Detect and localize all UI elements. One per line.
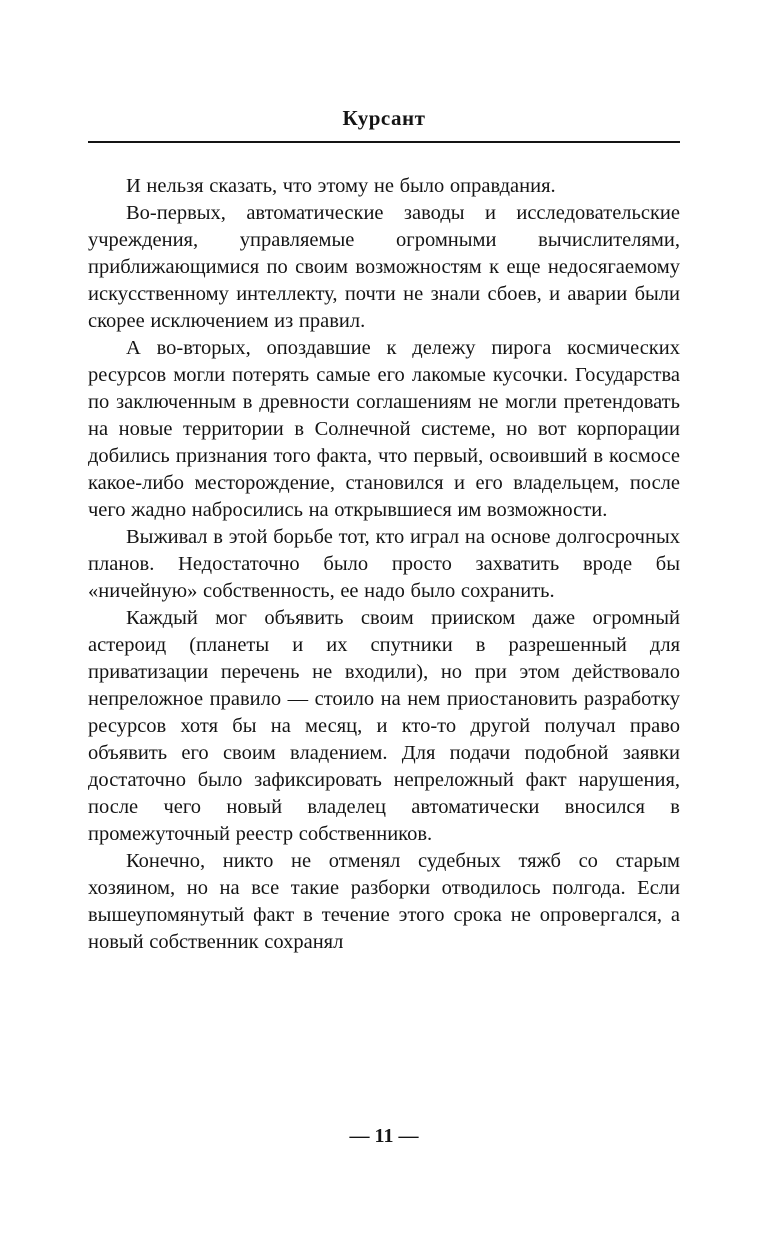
paragraph: А во-вторых, опоздавшие к дележу пирога космических ресурсов могли потерять самые его лакомые кусочки. Государства по заключенным в древности соглашениям не могли претендовать на новые территории в Солнечной системе, но вот корпорации добились признания того факта, что первый, освоивший в космосе какое-либо месторождение, становился и его владельцем, после чего жадно набросились на открывшиеся им возможности. bbox=[88, 337, 680, 521]
paragraph: Конечно, никто не отменял судебных тяжб со старым хозяином, но на все такие разборки отводилось полгода. Если вышеупомянутый факт в течение этого срока не опровергался, а новый собственник сохранял bbox=[88, 850, 680, 953]
page-header bbox=[88, 0, 680, 143]
running-title: Курсант bbox=[342, 106, 426, 130]
paragraph: И нельзя сказать, что этому не было оправдания. bbox=[126, 175, 556, 197]
page-footer bbox=[0, 1125, 768, 1148]
page-body bbox=[88, 173, 680, 956]
paragraph: Во-первых, автоматические заводы и исследовательские учреждения, управляемые огромными вычислителями, приближающимися по своим возможностям к еще недосягаемому искусственному интеллекту, почти не знали сбоев, и аварии были скорее исключением из правил. bbox=[88, 202, 680, 332]
paragraph: Выживал в этой борьбе тот, кто играл на основе долгосрочных планов. Недостаточно было просто захватить вроде бы «ничейную» собственность, ее надо было сохранить. bbox=[88, 526, 680, 602]
page-number: — 11 — bbox=[349, 1125, 419, 1147]
header-rule bbox=[88, 141, 680, 143]
paragraph: Каждый мог объявить своим прииском даже огромный астероид (планеты и их спутники в разрешенный для приватизации перечень не входили), но при этом действовало непреложное правило — стоило на нем приостановить разработку ресурсов хотя бы на месяц, и кто-то другой получал право объявить его своим владением. Для подачи подобной заявки достаточно было зафиксировать непреложный факт нарушения, после чего новый владелец автоматически вносился в промежуточный реестр собственников. bbox=[88, 607, 680, 845]
